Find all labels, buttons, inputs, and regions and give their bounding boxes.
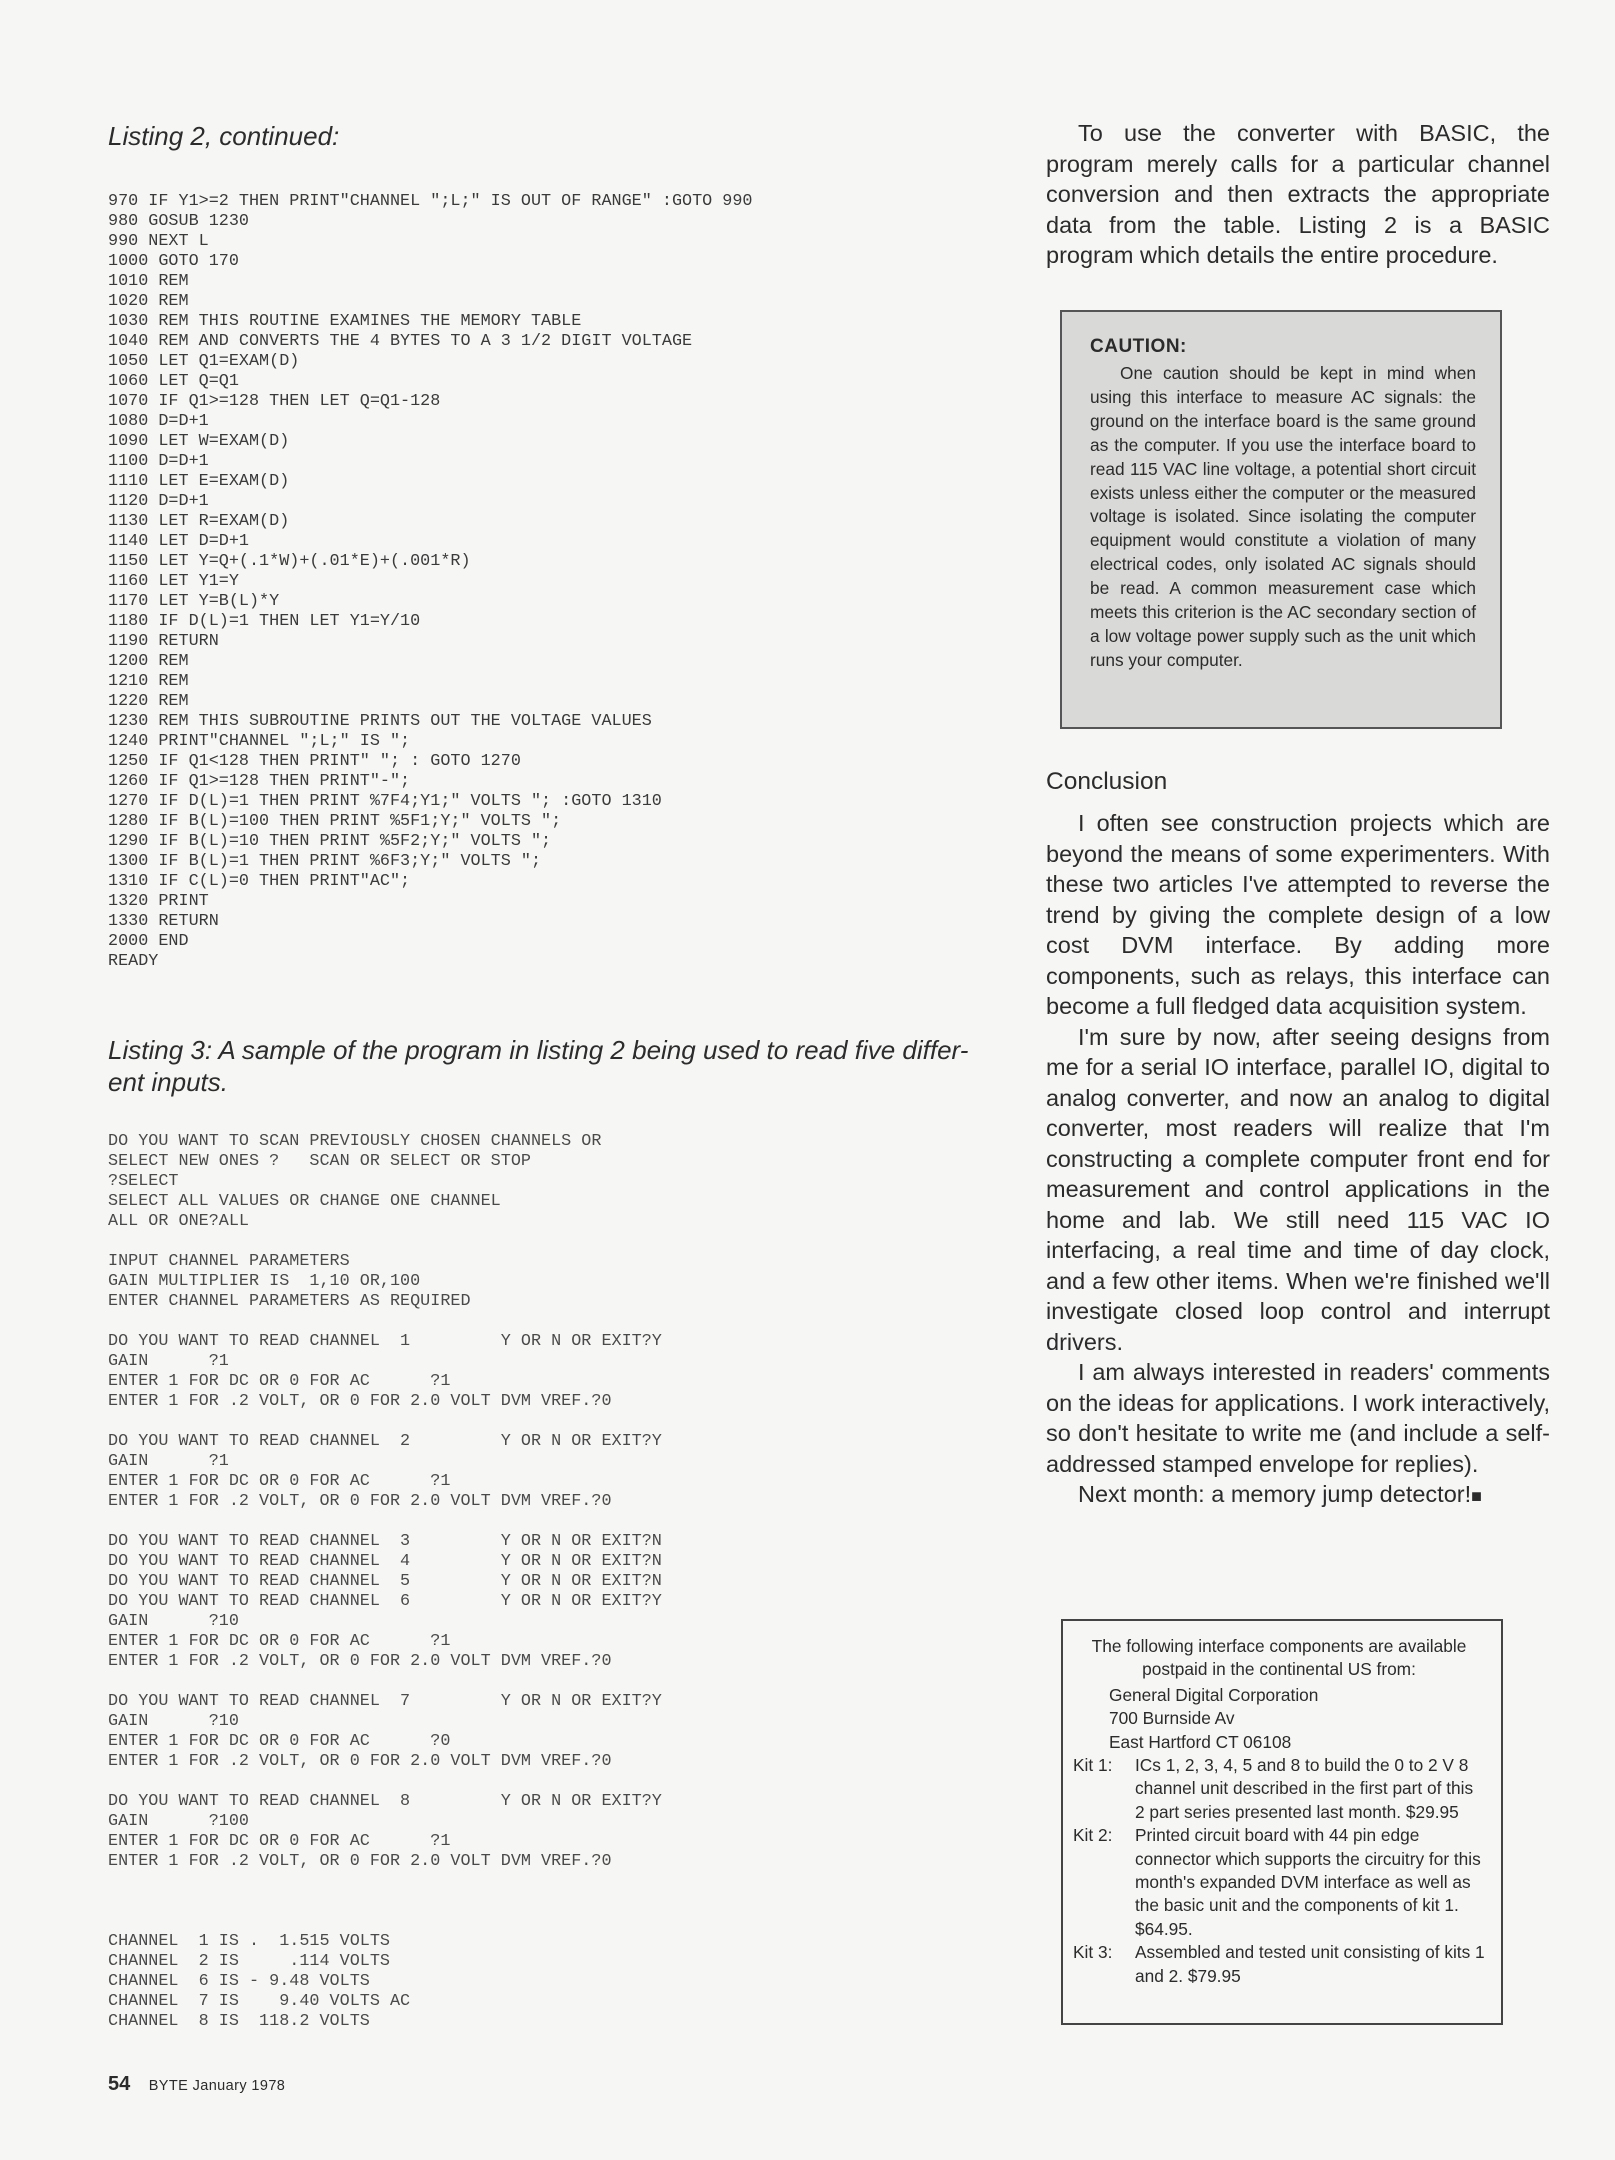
- kit-1-text: ICs 1, 2, 3, 4, 5 and 8 to build the 0 to 2 V 8 channel unit described in the first part of this 2 part series presented last month. $29.95: [1135, 1755, 1474, 1822]
- end-mark: ■: [1471, 1486, 1482, 1506]
- kit-1: [1073, 1754, 1485, 1824]
- next-month-text: Next month: a memory jump detector!: [1078, 1481, 1472, 1507]
- conclusion-body: [1046, 808, 1550, 1512]
- listing-3-code: DO YOU WANT TO SCAN PREVIOUSLY CHOSEN CHANNELS OR SELECT NEW ONES ? SCAN OR SELECT OR STOP ?SELECT SELECT ALL VALUES OR CHANGE ONE CHANNEL ALL OR ONE?ALL INPUT CHANNEL PARAMETERS GAIN MULTIPLIER IS 1,10 OR,100 ENTER CHANNEL PARAMETERS AS REQUIRED DO YOU WANT TO READ CHANNEL 1 Y OR N OR EXIT?Y GAIN ?1 ENTER 1 FOR DC OR 0 FOR AC ?1 ENTER 1 FOR .2 VOLT, OR 0 FOR 2.0 VOLT DVM VREF.?0 DO YOU WANT TO READ CHANNEL 2 Y OR N OR EXIT?Y GAIN ?1 ENTER 1 FOR DC OR 0 FOR AC ?1 ENTER 1 FOR .2 VOLT, OR 0 FOR 2.0 VOLT DVM VREF.?0 DO YOU WANT TO READ CHANNEL 3 Y OR N OR EXIT?N DO YOU WANT TO READ CHANNEL 4 Y OR N OR EXIT?N DO YOU WANT TO READ CHANNEL 5 Y OR N OR EXIT?N DO YOU WANT TO READ CHANNEL 6 Y OR N OR EXIT?Y GAIN ?10 ENTER 1 FOR DC OR 0 FOR AC ?1 ENTER 1 FOR .2 VOLT, OR 0 FOR 2.0 VOLT DVM VREF.?0 DO YOU WANT TO READ CHANNEL 7 Y OR N OR EXIT?Y GAIN ?10 ENTER 1 FOR DC OR 0 FOR AC ?0 ENTER 1 FOR .2 VOLT, OR 0 FOR 2.0 VOLT DVM VREF.?0 DO YOU WANT TO READ CHANNEL 8 Y OR N OR EXIT?Y GAIN ?100 ENTER 1 FOR DC OR 0 FOR AC ?1 ENTER 1 FOR .2 VOLT, OR 0 FOR 2.0 VOLT DVM VREF.?0: [108, 1132, 662, 1871]
- listing-2-code: 970 IF Y1>=2 THEN PRINT"CHANNEL ";L;" IS OUT OF RANGE" :GOTO 990 980 GOSUB 1230 990 NEXT L 1000 GOTO 170 1010 REM 1020 REM 1030 REM THIS ROUTINE EXAMINES THE MEMORY TABLE 1040 REM AND CONVERTS THE 4 BYTES TO A 3 1/2 DIGIT VOLTAGE 1050 LET Q1=EXAM(D) 1060 LET Q=Q1 1070 IF Q1>=128 THEN LET Q=Q1-128 1080 D=D+1 1090 LET W=EXAM(D) 1100 D=D+1 1110 LET E=EXAM(D) 1120 D=D+1 1130 LET R=EXAM(D) 1140 LET D=D+1 1150 LET Y=Q+(.1*W)+(.01*E)+(.001*R) 1160 LET Y1=Y 1170 LET Y=B(L)*Y 1180 IF D(L)=1 THEN LET Y1=Y/10 1190 RETURN 1200 REM 1210 REM 1220 REM 1230 REM THIS SUBROUTINE PRINTS OUT THE VOLTAGE VALUES 1240 PRINT"CHANNEL ";L;" IS "; 1250 IF Q1<128 THEN PRINT" "; : GOTO 1270 1260 IF Q1>=128 THEN PRINT"-"; 1270 IF D(L)=1 THEN PRINT %7F4;Y1;" VOLTS "; :GOTO 1310 1280 IF B(L)=100 THEN PRINT %5F1;Y;" VOLTS "; 1290 IF B(L)=10 THEN PRINT %5F2;Y;" VOLTS "; 1300 IF B(L)=1 THEN PRINT %6F3;Y;" VOLTS "; 1310 IF C(L)=0 THEN PRINT"AC"; 1320 PRINT 1330 RETURN 2000 END READY: [108, 192, 753, 971]
- page-number: 54: [108, 2073, 131, 2095]
- caution-text: One caution should be kept in mind when using this interface to measure AC signals: the ground on the interface board is the same ground as the computer. If you use the interface board to read 115 VAC line voltage, a potential short circuit exists unless either the computer or the measured voltage is isolated. Since isolating the computer equipment would constitute a violation of many electrical codes, only isolated AC signals should be read. A common measurement case which meets this criterion is the AC secondary section of a low voltage power supply such as the unit which runs your computer.: [1090, 363, 1476, 670]
- intro-paragraph: To use the converter with BASIC, the program merely calls for a particular channel conversion and then extracts the appropriate data from the table. Listing 2 is a BASIC program which details the entire procedure.: [1046, 120, 1550, 268]
- kit-3: [1073, 1941, 1485, 1988]
- kit-2-text: Printed circuit board with 44 pin edge connector which supports the circuitry for this month's expanded DVM interface as well as the basic unit and the components of kit 1. $64.95.: [1135, 1825, 1481, 1939]
- caution-box: [1060, 310, 1502, 729]
- conclusion-heading: Conclusion: [1046, 768, 1168, 795]
- conclusion-paragraph-4: [1046, 1479, 1550, 1512]
- page-footer: [108, 2073, 285, 2096]
- magazine-issue: BYTE January 1978: [148, 2078, 286, 2094]
- kit-3-text: Assembled and tested unit consisting of kits 1 and 2. $79.95: [1135, 1942, 1485, 1986]
- kit-2-label: Kit 2:: [1073, 1825, 1113, 1846]
- kits-intro: The following interface components are available postpaid in the continental US from:: [1091, 1636, 1467, 1680]
- kits-box: [1061, 1619, 1503, 2025]
- listing-2-title: Listing 2, continued:: [108, 121, 340, 151]
- conclusion-paragraph-2: I'm sure by now, after seeing designs from me for a serial IO interface, parallel IO, digital to analog converter, and now an analog to digital converter, most readers will realize that I'm constructing a complete computer front end for measurement and control applications in the home and lab. We still need 115 VAC IO interfacing, a real time and time of day clock, and a few other items. When we're finished we'll investigate closed loop control and interrupt drivers.: [1046, 1023, 1550, 1355]
- conclusion-paragraph-3: I am always interested in readers' comments on the ideas for applications. I work interactively, so don't hesitate to write me (and include a self-addressed stamped envelope for replies).: [1046, 1359, 1550, 1477]
- kit-2: [1073, 1824, 1485, 1941]
- listing-3-title: Listing 3: A sample of the program in listing 2 being used to read five differ- ent inputs.: [108, 1035, 969, 1097]
- address-company: General Digital Corporation: [1109, 1684, 1319, 1705]
- caution-title: CAUTION:: [1090, 336, 1187, 357]
- kit-1-label: Kit 1:: [1073, 1755, 1113, 1776]
- address-street: 700 Burnside Av: [1109, 1708, 1235, 1729]
- listing-3-results: CHANNEL 1 IS . 1.515 VOLTS CHANNEL 2 IS .114 VOLTS CHANNEL 6 IS - 9.48 VOLTS CHANNEL 7 IS 9.40 VOLTS AC CHANNEL 8 IS 118.2 VOLTS: [108, 1932, 411, 2031]
- kit-3-label: Kit 3:: [1073, 1942, 1113, 1963]
- conclusion-paragraph-1: I often see construction projects which are beyond the means of some experimenters. With these two articles I've attempted to reverse the trend by giving the complete design of a low cost DVM interface. By adding more components, such as relays, this interface can become a full fledged data acquisition system.: [1046, 810, 1550, 1019]
- address-city: East Hartford CT 06108: [1109, 1731, 1292, 1752]
